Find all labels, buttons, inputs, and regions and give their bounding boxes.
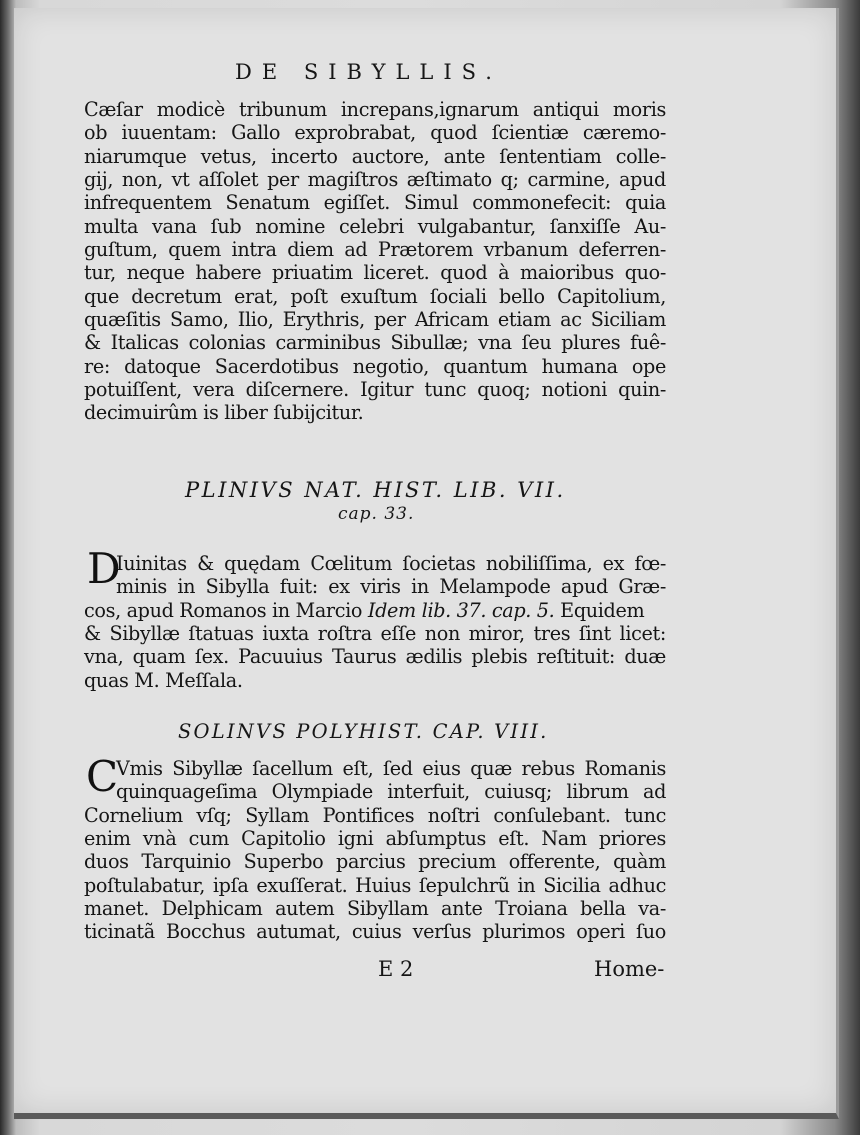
text-line: manet. Delphicam autem Sibyllam ante Troiana bella va- bbox=[84, 897, 666, 921]
text-line: Vmis Sibyllæ ſacellum eſt, ſed eius quæ rebus Romanis bbox=[116, 757, 666, 780]
paragraph-block-2 bbox=[84, 552, 666, 692]
text-line: guſtum, quem intra diem ad Prætorem vrbanum deferren- bbox=[84, 238, 666, 262]
text-line: poſtulabatur, ipſa exuſſerat. Huius ſepulchrũ in Sicilia adhuc bbox=[84, 873, 666, 897]
signature-mark: E 2 bbox=[378, 957, 414, 981]
text-line: potuiſſent, vera diſcernere. Igitur tunc quoq; notioni quin- bbox=[84, 378, 666, 402]
text-line-with-reference bbox=[84, 599, 666, 622]
section-heading-plinius: PLINIVS NAT. HIST. LIB. VII. bbox=[185, 478, 566, 502]
text-line: enim vnà cum Capitolio igni abſumptus eſt. Nam priores bbox=[84, 827, 666, 851]
section-subheading-cap: cap. 33. bbox=[338, 504, 415, 524]
text-line: gij, non, vt aſſolet per magiſtros æſtimato q; carmine, apud bbox=[84, 168, 666, 192]
text-span: cos, apud Romanos in Marcio bbox=[84, 598, 363, 622]
text-line: quæſitis Samo, Ilio, Erythris, per Africam etiam ac Siciliam bbox=[84, 308, 666, 332]
paragraph-block-3 bbox=[84, 752, 666, 944]
text-line: vna, quam ſex. Pacuuius Taurus ædilis plebis reſtituit: duæ bbox=[84, 645, 666, 669]
text-line: Cornelium vſq; Syllam Pontifices noſtri conſulebant. tunc bbox=[84, 803, 666, 827]
text-line: re: datoque Sacerdotibus negotio, quantum humana ope bbox=[84, 354, 666, 378]
drop-cap-d: D bbox=[87, 544, 121, 593]
text-line: minis in Sibylla fuit: ex viris in Melampode apud Græ- bbox=[116, 575, 666, 599]
running-head: DE SIBYLLIS. bbox=[235, 60, 502, 84]
text-line: & Sibyllæ ſtatuas iuxta roſtra eſſe non miror, tres ſint licet: bbox=[84, 622, 666, 646]
text-line: decimuirûm is liber ſubijcitur. bbox=[84, 401, 364, 425]
text-line: & Italicas colonias carminibus Sibullæ; vna ſeu plures fuê- bbox=[84, 331, 666, 355]
text-line: quas M. Meſſala. bbox=[84, 668, 243, 692]
marginal-reference: Idem lib. 37. cap. 5. bbox=[367, 598, 555, 622]
text-line: niarumque vetus, incerto auctore, ante ſententiam colle- bbox=[84, 144, 666, 168]
text-line: tur, neque habere priuatim liceret. quod à maioribus quo- bbox=[84, 261, 666, 285]
text-span: Equidem bbox=[560, 598, 645, 622]
text-line: multa vana ſub nomine celebri vulgabantur, ſanxiſſe Au- bbox=[84, 214, 666, 238]
text-line: Iuinitas & quędam Cœlitum ſocietas nobiliſſima, ex fœ- bbox=[116, 552, 666, 575]
drop-cap-c: C bbox=[86, 752, 119, 801]
catchword: Home- bbox=[594, 957, 665, 981]
text-line: ob iuuentam: Gallo exprobrabat, quod ſcientiæ cæremo- bbox=[84, 121, 666, 145]
paragraph-block-1 bbox=[84, 98, 666, 425]
text-line: Cæſar modicè tribunum increpans,ignarum antiqui moris bbox=[84, 98, 666, 121]
text-line: duos Tarquinio Superbo parcius precium offerente, quàm bbox=[84, 850, 666, 874]
text-line: ticinatã Bocchus autumat, cuius verſus plurimos operi ſuo bbox=[84, 920, 666, 944]
section-heading-solinus: SOLINVS POLYHIST. CAP. VIII. bbox=[178, 720, 549, 743]
text-line: quinquageſima Olympiade interfuit, cuiusq; librum ad bbox=[116, 780, 666, 804]
text-line: infrequentem Senatum egiſſet. Simul commonefecit: quia bbox=[84, 191, 666, 215]
text-line: que decretum erat, poſt exuſtum ſociali bello Capitolium, bbox=[84, 284, 666, 308]
